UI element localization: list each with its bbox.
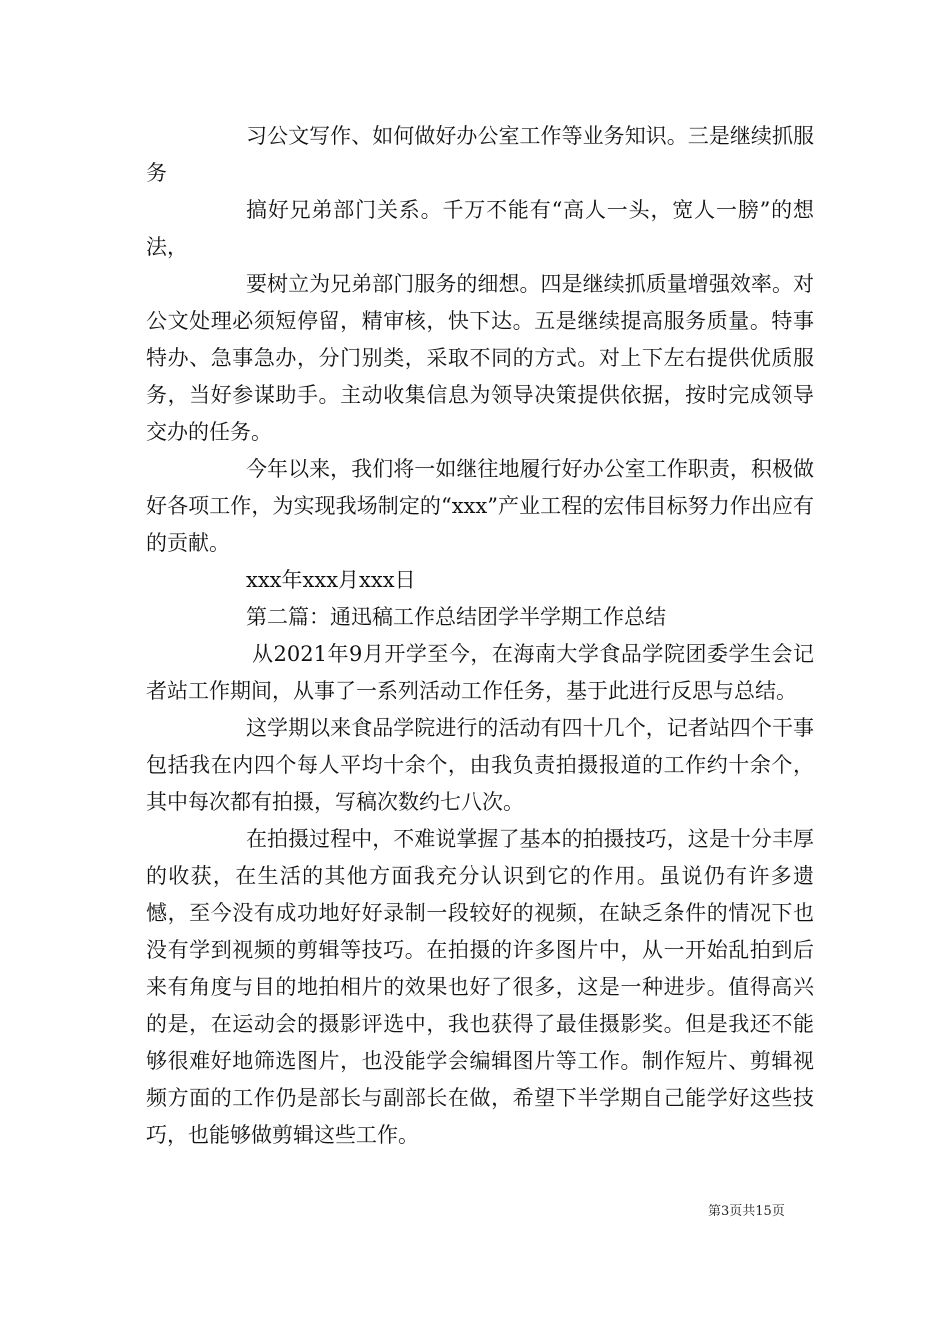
page-number: 第3页共15页 — [708, 1204, 785, 1219]
section-title: 第二篇：通迅稿工作总结团学半学期工作总结 — [246, 605, 666, 629]
date-line: xxx年xxx月xxx日 — [246, 568, 416, 592]
paragraph-2: 搞好兄弟部门关系。千万不能有“高人一头，宽人一膀”的想法， — [146, 198, 814, 259]
paragraph-1: 习公文写作、如何做好办公室工作等业务知识。三是继续抓服务 — [146, 124, 814, 185]
paragraph-7: 在拍摄过程中，不难说掌握了基本的拍摄技巧，这是十分丰厚的收获，在生活的其他方面我充分认识到它的作用。虽说仍有许多遗憾，至今没有成功地好好录制一段较好的视频，在缺乏条件的情况下也没有学到视频的剪辑等技巧。在拍摄的许多图片中，从一开始乱拍到后来有角度与目的地拍相片的效果也好了很多，这是一种进步。值得高兴的是，在运动会的摄影评选中，我也获得了最佳摄影奖。但是我还不能够很难好地筛选图片，也没能学会编辑图片等工作。制作短片、剪辑视频方面的工作仍是部长与副部长在做，希望下半学期自己能学好这些技巧，也能够做剪辑这些工作。 — [146, 827, 814, 1147]
paragraph-5: 从2021年9月开学至今，在海南大学食品学院团委学生会记者站工作期间，从事了一系列活动工作任务，基于此进行反思与总结。 — [146, 642, 814, 703]
paragraph-6: 这学期以来食品学院进行的活动有四十几个，记者站四个干事包括我在内四个每人平均十余个，由我负责拍摄报道的工作约十余个，其中每次都有拍摄，写稿次数约七八次。 — [146, 716, 814, 814]
paragraph-3: 要树立为兄弟部门服务的细想。四是继续抓质量增强效率。对公文处理必须短停留，精审核，快下达。五是继续提高服务质量。特事特办、急事急办，分门别类，采取不同的方式。对上下左右提供优质服务，当好参谋助手。主动收集信息为领导决策提供依据，按时完成领导交办的任务。 — [146, 272, 814, 444]
document-body — [146, 118, 814, 1154]
paragraph-4: 今年以来，我们将一如继往地履行好办公室工作职责，积极做好各项工作，为实现我场制定的“xxx”产业工程的宏伟目标努力作出应有的贡献。 — [146, 457, 814, 555]
